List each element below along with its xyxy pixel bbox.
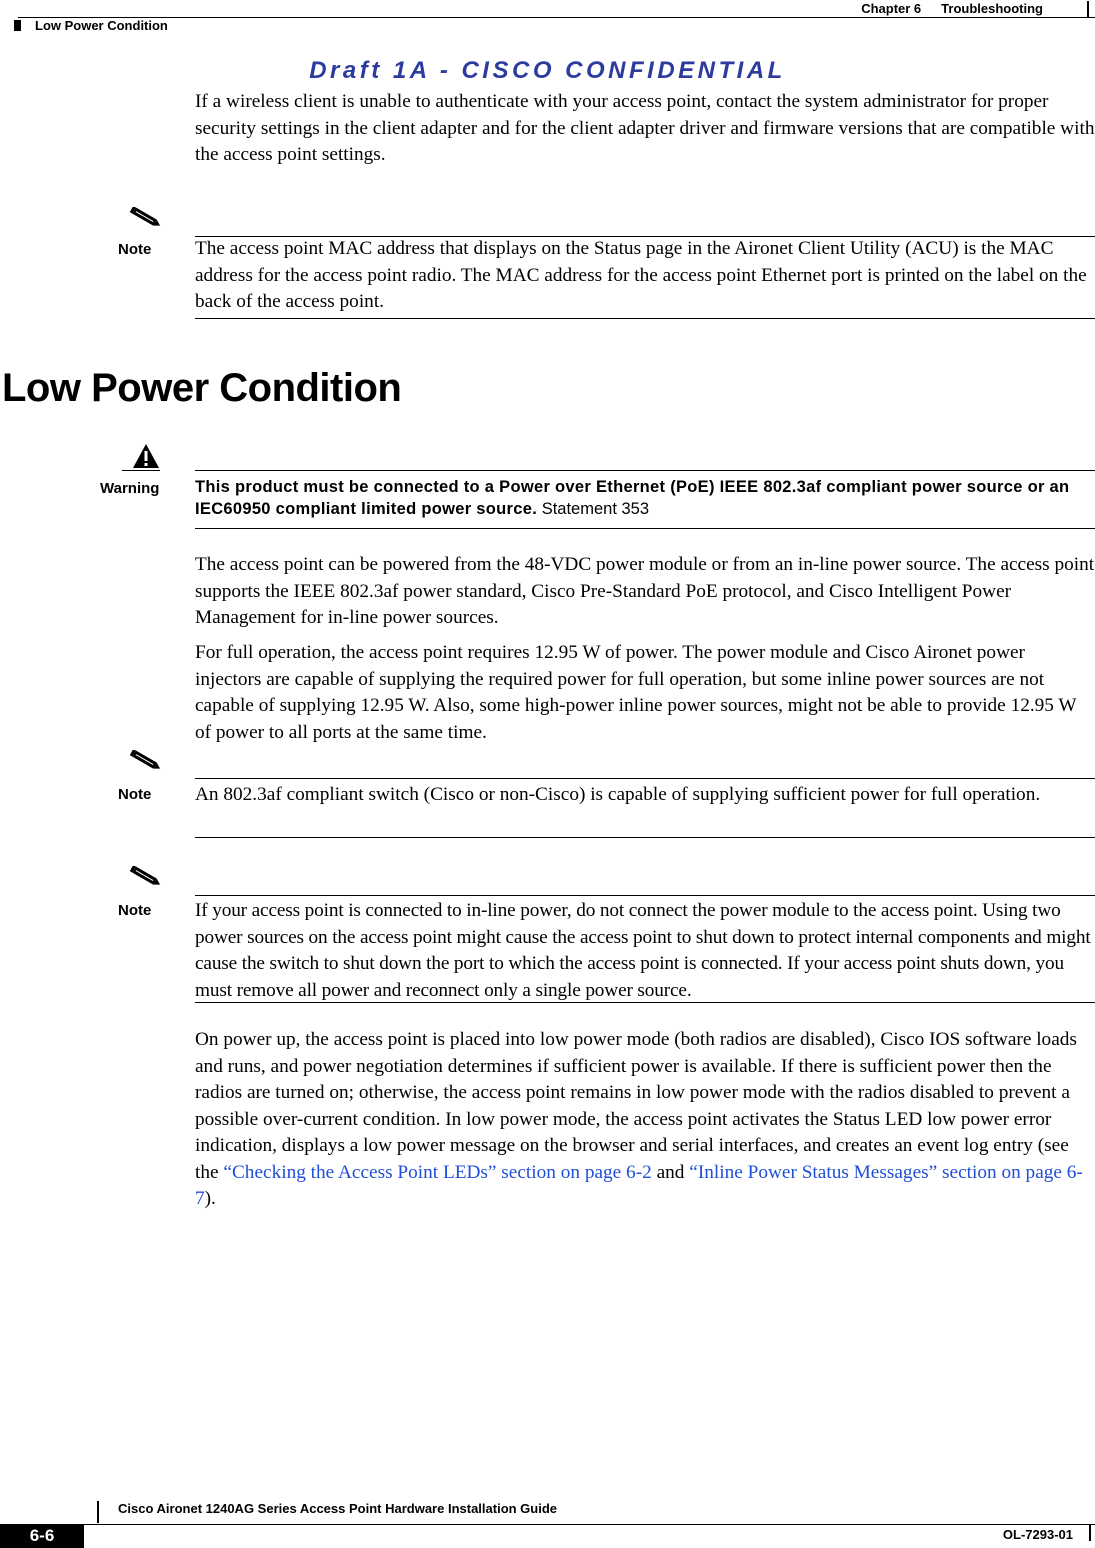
note-pencil-icon xyxy=(128,866,164,888)
warning-label: Warning xyxy=(100,480,160,497)
header-tick-mark xyxy=(1087,1,1089,17)
section-running-head: Low Power Condition xyxy=(35,18,168,33)
note-label: Note xyxy=(118,241,152,258)
power-up-paragraph xyxy=(195,1027,1095,1213)
warning-text xyxy=(195,476,1095,520)
document-number: OL-7293-01 xyxy=(1002,1527,1073,1542)
paragraph-end: ). xyxy=(204,1188,216,1209)
note-text: The access point MAC address that displays on the Status page in the Aironet Client Utility (ACU) is the MAC address for the access point radio. The MAC address for the access point Ethernet port is printed on the label on the back of the access point. xyxy=(195,238,1087,312)
note-pencil-icon xyxy=(128,750,164,772)
warning-statement-number: Statement 353 xyxy=(541,500,650,518)
header-marker xyxy=(14,20,21,31)
full-operation-paragraph: For full operation, the access point requires 12.95 W of power. The power module and Cisco Aironet power injectors are capable of supplying the required power for full operation, but some inline power sources are not capable of supplying 12.95 W. Also, some high-power inline power sources, might not be able to provide 12.95 W of power to all ports at the same time. xyxy=(195,642,1077,743)
note-top-rule xyxy=(195,778,1095,779)
warning-top-rule xyxy=(195,470,1095,471)
chapter-number: Chapter 6 xyxy=(861,1,922,16)
note-text: If your access point is connected to in-line power, do not connect the power module to the access point. Using two power sources on the access point might cause the access point to shut down to protect internal components and might cause the switch to shut down the port to which the access point is connected. If your access point shuts down, you must remove all power and reconnect only a single power source. xyxy=(195,900,1091,1001)
note-bottom-rule xyxy=(195,837,1095,838)
checking-leds-link[interactable]: “Checking the Access Point LEDs” section on page 6-2 xyxy=(223,1161,652,1183)
footer-tick-mark xyxy=(1089,1524,1091,1541)
warning-statement-bold: This product must be connected to a Power over Ethernet (PoE) IEEE 802.3af compliant power source or an IEC60950 compliant limited power source. xyxy=(195,478,1070,518)
guide-title: Cisco Aironet 1240AG Series Access Point Hardware Installation Guide xyxy=(118,1501,558,1516)
footer-tick-mark xyxy=(97,1501,99,1523)
power-up-text: On power up, the access point is placed into low power mode (both radios are disabled), Cisco IOS software loads and runs, and power negotiation determines if sufficient power is available. If there is sufficient power then the radios are turned on; otherwise, the access point remains in low power mode with the radios disabled to prevent a possible over-current condition. In low power mode, the access point activates the Status LED low power error indication, displays a low power message on the browser and serial interfaces, and creates an event log entry (see the xyxy=(195,1029,1077,1183)
chapter-header xyxy=(861,1,1043,16)
warning-icon xyxy=(132,443,160,469)
note-label: Note xyxy=(118,902,152,919)
note-pencil-icon xyxy=(128,207,164,229)
note-text: An 802.3af compliant switch (Cisco or non-Cisco) is capable of supplying sufficient power for full operation. xyxy=(195,784,1041,805)
power-sources-paragraph: The access point can be powered from the 48-VDC power module or from an in-line power source. The access point supports the IEEE 802.3af power standard, Cisco Pre-Standard PoE protocol, and Cisco Intelligent Power Management for in-line power sources. xyxy=(195,554,1095,628)
note-bottom-rule xyxy=(195,1002,1095,1003)
page-number: 6-6 xyxy=(29,1526,55,1545)
inline-power-messages-link[interactable]: “Inline Power Status Messages” section on page 6-7 xyxy=(195,1161,1083,1209)
note-bottom-rule xyxy=(195,318,1095,319)
section-heading: Low Power Condition xyxy=(2,366,402,410)
chapter-title: Troubleshooting xyxy=(941,1,1043,16)
note-top-rule xyxy=(195,895,1095,896)
footer-rule xyxy=(0,1524,1095,1525)
draft-banner: Draft 1A - CISCO CONFIDENTIAL xyxy=(309,57,786,84)
note-label: Note xyxy=(118,786,152,803)
warning-icon-rule xyxy=(122,470,160,471)
header-rule xyxy=(18,17,1095,18)
link-connector: and xyxy=(656,1161,685,1183)
intro-paragraph: If a wireless client is unable to authenticate with your access point, contact the system administrator for proper security settings in the client adapter and for the client adapter driver and firmware versions that are compatible with the access point settings. xyxy=(195,91,1095,165)
warning-bottom-rule xyxy=(195,528,1095,529)
